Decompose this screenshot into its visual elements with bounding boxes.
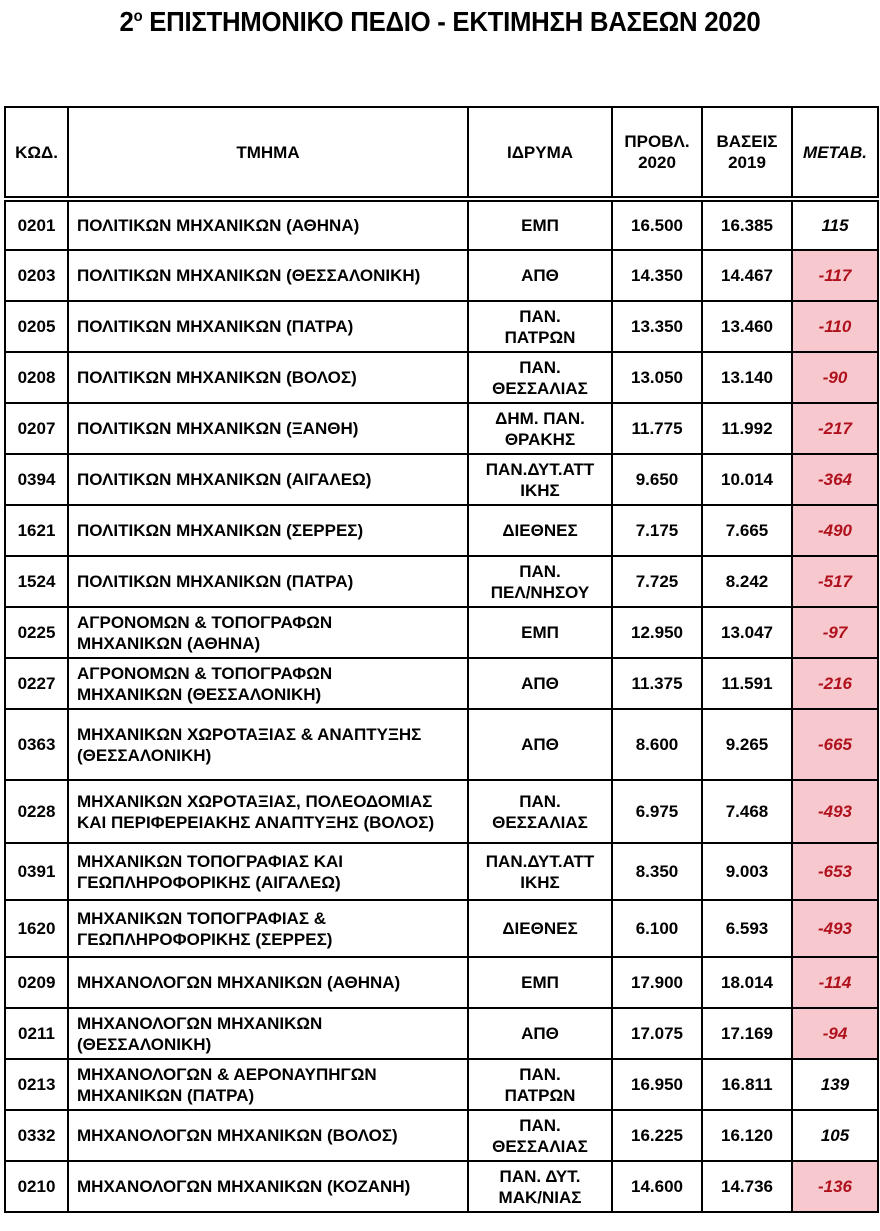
title-prefix: 2 [119, 6, 134, 37]
page-title [35, 6, 845, 38]
department-line2: ΜΗΧΑΝΙΚΩΝ (ΠΑΤΡΑ) [77, 1085, 255, 1105]
cell-institution [468, 454, 612, 505]
cell-code: 0213 [5, 1059, 68, 1110]
cell-department [68, 607, 468, 658]
institution-line1: ΑΠΘ [521, 674, 559, 693]
cell-forecast: 17.075 [612, 1008, 702, 1059]
table-row [5, 301, 878, 352]
institution-line2: ΘΕΣΣΑΛΙΑΣ [492, 812, 588, 832]
cell-code: 0208 [5, 352, 68, 403]
cell-bases: 16.120 [702, 1110, 792, 1161]
cell-forecast: 17.900 [612, 957, 702, 1008]
cell-code: 1524 [5, 556, 68, 607]
department-line2: (ΘΕΣΣΑΛΟΝΙΚΗ) [77, 745, 212, 765]
cell-bases: 11.992 [702, 403, 792, 454]
cell-institution [468, 1110, 612, 1161]
cell-code: 0205 [5, 301, 68, 352]
cell-department [68, 843, 468, 900]
cell-department [68, 403, 468, 454]
department-line1: ΜΗΧΑΝΟΛΟΓΩΝ ΜΗΧΑΝΙΚΩΝ (ΑΘΗΝΑ) [77, 973, 401, 992]
cell-change: -97 [792, 607, 878, 658]
cell-change: -216 [792, 658, 878, 709]
institution-line2: ΠΑΤΡΩΝ [504, 1085, 576, 1105]
cell-code: 0211 [5, 1008, 68, 1059]
department-line1: ΜΗΧΑΝΟΛΟΓΩΝ ΜΗΧΑΝΙΚΩΝ [77, 1013, 323, 1033]
cell-department [68, 250, 468, 301]
cell-department [68, 556, 468, 607]
cell-department [68, 301, 468, 352]
cell-department [68, 1059, 468, 1110]
department-line1: ΑΓΡΟΝΟΜΩΝ & ΤΟΠΟΓΡΑΦΩΝ [77, 612, 333, 632]
cell-institution [468, 556, 612, 607]
department-line1: ΠΟΛΙΤΙΚΩΝ ΜΗΧΑΝΙΚΩΝ (ΑΘΗΝΑ) [77, 216, 360, 235]
department-line1: ΠΟΛΙΤΙΚΩΝ ΜΗΧΑΝΙΚΩΝ (ΒΟΛΟΣ) [77, 368, 357, 387]
cell-bases: 16.385 [702, 199, 792, 250]
institution-line2: ΠΑΤΡΩΝ [504, 327, 576, 347]
institution-line1: ΠΑΝ.ΔΥΤ.ΑΤΤ [485, 459, 595, 479]
cell-institution [468, 900, 612, 957]
institution-line2: ΠΕΛ/ΝΗΣΟΥ [490, 582, 590, 602]
department-line1: ΜΗΧΑΝΟΛΟΓΩΝ ΜΗΧΑΝΙΚΩΝ (ΚΟΖΑΝΗ) [77, 1177, 411, 1196]
cell-bases: 13.140 [702, 352, 792, 403]
institution-line1: ΔΗΜ. ΠΑΝ. [495, 408, 585, 428]
cell-change: 105 [792, 1110, 878, 1161]
cell-code: 0391 [5, 843, 68, 900]
cell-department [68, 1008, 468, 1059]
cell-change: -653 [792, 843, 878, 900]
cell-bases: 18.014 [702, 957, 792, 1008]
cell-change: -364 [792, 454, 878, 505]
header-institution: ΙΔΡΥΜΑ [468, 107, 612, 199]
cell-department [68, 780, 468, 843]
table-row [5, 843, 878, 900]
cell-bases: 13.047 [702, 607, 792, 658]
cell-change: -665 [792, 709, 878, 780]
institution-line1: ΑΠΘ [521, 735, 559, 754]
cell-forecast: 8.350 [612, 843, 702, 900]
institution-line1: ΕΜΠ [521, 623, 559, 642]
institution-line1: ΠΑΝ. [519, 1115, 561, 1135]
cell-forecast: 12.950 [612, 607, 702, 658]
department-line1: ΜΗΧΑΝΙΚΩΝ ΧΩΡΟΤΑΞΙΑΣ, ΠΟΛΕΟΔΟΜΙΑΣ [77, 791, 433, 811]
cell-institution [468, 301, 612, 352]
table-row [5, 250, 878, 301]
header-change: ΜΕΤΑΒ. [792, 107, 878, 199]
department-line1: ΜΗΧΑΝΟΛΟΓΩΝ & ΑΕΡΟΝΑΥΠΗΓΩΝ [77, 1064, 377, 1084]
cell-code: 0209 [5, 957, 68, 1008]
department-line2: ΜΗΧΑΝΙΚΩΝ (ΑΘΗΝΑ) [77, 633, 261, 653]
cell-change: 115 [792, 199, 878, 250]
cell-bases: 10.014 [702, 454, 792, 505]
institution-line2: ΘΡΑΚΗΣ [504, 429, 576, 449]
title-superscript: ο [133, 8, 143, 25]
table-row [5, 352, 878, 403]
cell-institution [468, 957, 612, 1008]
table-row [5, 607, 878, 658]
bases-table [4, 106, 879, 1213]
cell-bases: 14.736 [702, 1161, 792, 1212]
table-row [5, 709, 878, 780]
table-row [5, 780, 878, 843]
cell-institution [468, 250, 612, 301]
cell-institution [468, 709, 612, 780]
title-text: ΕΠΙΣΤΗΜΟΝΙΚΟ ΠΕΔΙΟ - ΕΚΤΙΜΗΣΗ ΒΑΣΕΩΝ 2020 [142, 6, 761, 37]
cell-department [68, 658, 468, 709]
cell-bases: 16.811 [702, 1059, 792, 1110]
institution-line2: ΙΚΗΣ [520, 872, 560, 892]
cell-department [68, 352, 468, 403]
cell-bases: 6.593 [702, 900, 792, 957]
cell-bases: 9.003 [702, 843, 792, 900]
table-row [5, 454, 878, 505]
cell-institution [468, 1059, 612, 1110]
cell-change: -117 [792, 250, 878, 301]
institution-line1: ΠΑΝ. [519, 561, 561, 581]
department-line2: ΚΑΙ ΠΕΡΙΦΕΡΕΙΑΚΗΣ ΑΝΑΠΤΥΞΗΣ (ΒΟΛΟΣ) [77, 812, 435, 832]
institution-line2: ΜΑΚ/ΝΙΑΣ [498, 1187, 582, 1207]
cell-forecast: 7.725 [612, 556, 702, 607]
cell-forecast: 14.350 [612, 250, 702, 301]
cell-change: -493 [792, 780, 878, 843]
cell-change: -90 [792, 352, 878, 403]
department-line1: ΠΟΛΙΤΙΚΩΝ ΜΗΧΑΝΙΚΩΝ (ΣΕΡΡΕΣ) [77, 521, 364, 540]
cell-forecast: 16.500 [612, 199, 702, 250]
table-row [5, 900, 878, 957]
department-line1: ΜΗΧΑΝΙΚΩΝ ΤΟΠΟΓΡΑΦΙΑΣ & [77, 908, 327, 928]
cell-code: 0203 [5, 250, 68, 301]
institution-line1: ΠΑΝ.ΔΥΤ.ΑΤΤ [485, 851, 595, 871]
header-department: ΤΜΗΜΑ [68, 107, 468, 199]
cell-department [68, 709, 468, 780]
cell-institution [468, 843, 612, 900]
header-forecast [612, 107, 702, 199]
cell-forecast: 6.975 [612, 780, 702, 843]
cell-code: 0227 [5, 658, 68, 709]
cell-change: -136 [792, 1161, 878, 1212]
institution-line1: ΠΑΝ. [519, 306, 561, 326]
cell-change: -517 [792, 556, 878, 607]
cell-change: -490 [792, 505, 878, 556]
institution-line2: ΘΕΣΣΑΛΙΑΣ [492, 1136, 588, 1156]
table-row [5, 1059, 878, 1110]
department-line1: ΑΓΡΟΝΟΜΩΝ & ΤΟΠΟΓΡΑΦΩΝ [77, 663, 333, 683]
institution-line1: ΠΑΝ. ΔΥΤ. [499, 1166, 581, 1186]
institution-line2: ΙΚΗΣ [520, 480, 560, 500]
cell-change: -217 [792, 403, 878, 454]
cell-institution [468, 403, 612, 454]
cell-institution [468, 352, 612, 403]
institution-line1: ΑΠΘ [521, 1024, 559, 1043]
table-row [5, 1008, 878, 1059]
institution-line1: ΠΑΝ. [519, 791, 561, 811]
institution-line1: ΔΙΕΘΝΕΣ [502, 521, 578, 540]
department-line2: ΓΕΩΠΛΗΡΟΦΟΡΙΚΗΣ (ΣΕΡΡΕΣ) [77, 929, 333, 949]
cell-institution [468, 607, 612, 658]
cell-bases: 17.169 [702, 1008, 792, 1059]
institution-line1: ΔΙΕΘΝΕΣ [502, 919, 578, 938]
cell-code: 0207 [5, 403, 68, 454]
cell-department [68, 1161, 468, 1212]
department-line1: ΜΗΧΑΝΙΚΩΝ ΤΟΠΟΓΡΑΦΙΑΣ ΚΑΙ [77, 851, 344, 871]
cell-bases: 13.460 [702, 301, 792, 352]
cell-code: 0363 [5, 709, 68, 780]
cell-forecast: 16.225 [612, 1110, 702, 1161]
cell-bases: 11.591 [702, 658, 792, 709]
cell-department [68, 900, 468, 957]
table-row [5, 1161, 878, 1212]
cell-institution [468, 1008, 612, 1059]
department-line2: ΓΕΩΠΛΗΡΟΦΟΡΙΚΗΣ (ΑΙΓΑΛΕΩ) [77, 872, 341, 892]
cell-department [68, 199, 468, 250]
cell-institution [468, 658, 612, 709]
header-forecast-line2: 2020 [638, 153, 676, 172]
cell-forecast: 16.950 [612, 1059, 702, 1110]
department-line1: ΠΟΛΙΤΙΚΩΝ ΜΗΧΑΝΙΚΩΝ (ΞΑΝΘΗ) [77, 419, 359, 438]
cell-institution [468, 505, 612, 556]
cell-forecast: 13.050 [612, 352, 702, 403]
table-row [5, 556, 878, 607]
header-code: ΚΩΔ. [5, 107, 68, 199]
department-line1: ΜΗΧΑΝΟΛΟΓΩΝ ΜΗΧΑΝΙΚΩΝ (ΒΟΛΟΣ) [77, 1126, 398, 1145]
cell-department [68, 1110, 468, 1161]
institution-line1: ΕΜΠ [521, 216, 559, 235]
cell-forecast: 7.175 [612, 505, 702, 556]
institution-line1: ΕΜΠ [521, 973, 559, 992]
institution-line1: ΠΑΝ. [519, 357, 561, 377]
cell-change: -110 [792, 301, 878, 352]
institution-line1: ΑΠΘ [521, 266, 559, 285]
table-row [5, 658, 878, 709]
table-row [5, 403, 878, 454]
cell-forecast: 13.350 [612, 301, 702, 352]
cell-bases: 14.467 [702, 250, 792, 301]
cell-forecast: 11.775 [612, 403, 702, 454]
cell-code: 1620 [5, 900, 68, 957]
cell-institution [468, 780, 612, 843]
header-forecast-line1: ΠΡΟΒΛ. [624, 132, 690, 151]
department-line2: ΜΗΧΑΝΙΚΩΝ (ΘΕΣΣΑΛΟΝΙΚΗ) [77, 684, 322, 704]
cell-forecast: 8.600 [612, 709, 702, 780]
cell-code: 0332 [5, 1110, 68, 1161]
cell-institution [468, 1161, 612, 1212]
department-line1: ΠΟΛΙΤΙΚΩΝ ΜΗΧΑΝΙΚΩΝ (ΠΑΤΡΑ) [77, 317, 354, 336]
cell-code: 0225 [5, 607, 68, 658]
cell-department [68, 957, 468, 1008]
table-row [5, 199, 878, 250]
table-row [5, 505, 878, 556]
cell-change: -94 [792, 1008, 878, 1059]
cell-change: 139 [792, 1059, 878, 1110]
cell-code: 0210 [5, 1161, 68, 1212]
header-bases-line1: ΒΑΣΕΙΣ [716, 132, 778, 151]
department-line1: ΠΟΛΙΤΙΚΩΝ ΜΗΧΑΝΙΚΩΝ (ΑΙΓΑΛΕΩ) [77, 470, 372, 489]
cell-department [68, 505, 468, 556]
cell-code: 0394 [5, 454, 68, 505]
cell-code: 1621 [5, 505, 68, 556]
department-line1: ΠΟΛΙΤΙΚΩΝ ΜΗΧΑΝΙΚΩΝ (ΠΑΤΡΑ) [77, 572, 354, 591]
department-line1: ΜΗΧΑΝΙΚΩΝ ΧΩΡΟΤΑΞΙΑΣ & ΑΝΑΠΤΥΞΗΣ [77, 724, 422, 744]
cell-bases: 8.242 [702, 556, 792, 607]
header-bases-line2: 2019 [728, 153, 766, 172]
cell-institution [468, 199, 612, 250]
cell-forecast: 14.600 [612, 1161, 702, 1212]
cell-bases: 7.468 [702, 780, 792, 843]
table-header-row [5, 107, 878, 199]
cell-department [68, 454, 468, 505]
cell-bases: 9.265 [702, 709, 792, 780]
table-row [5, 1110, 878, 1161]
institution-line2: ΘΕΣΣΑΛΙΑΣ [492, 378, 588, 398]
cell-bases: 7.665 [702, 505, 792, 556]
cell-change: -493 [792, 900, 878, 957]
institution-line1: ΠΑΝ. [519, 1064, 561, 1084]
cell-forecast: 6.100 [612, 900, 702, 957]
department-line1: ΠΟΛΙΤΙΚΩΝ ΜΗΧΑΝΙΚΩΝ (ΘΕΣΣΑΛΟΝΙΚΗ) [77, 266, 421, 285]
cell-code: 0228 [5, 780, 68, 843]
department-line2: (ΘΕΣΣΑΛΟΝΙΚΗ) [77, 1034, 212, 1054]
header-bases [702, 107, 792, 199]
table-row [5, 957, 878, 1008]
cell-forecast: 11.375 [612, 658, 702, 709]
cell-code: 0201 [5, 199, 68, 250]
cell-forecast: 9.650 [612, 454, 702, 505]
cell-change: -114 [792, 957, 878, 1008]
